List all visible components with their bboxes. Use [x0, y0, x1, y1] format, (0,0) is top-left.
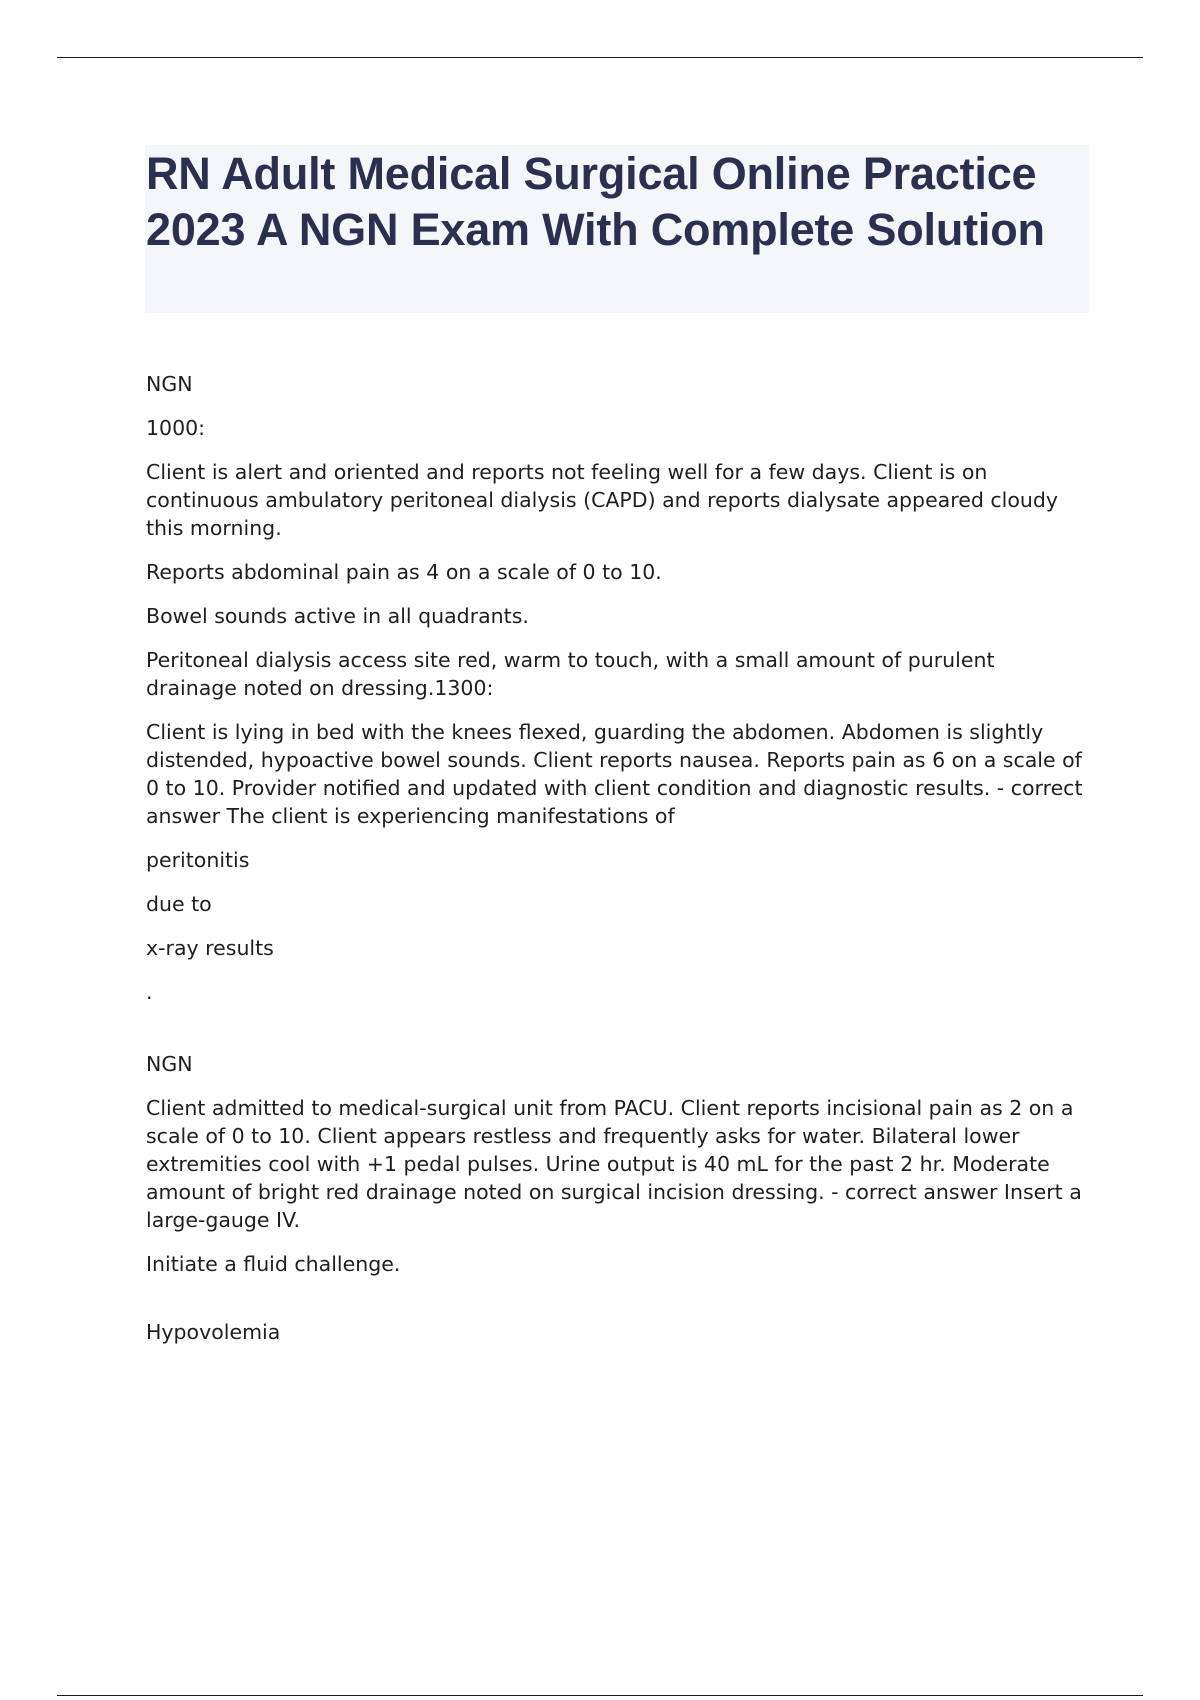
- section1-paragraph-2: Reports abdominal pain as 4 on a scale of 0 to 10.: [146, 560, 662, 584]
- section1-paragraph-4: Peritoneal dialysis access site red, warm to touch, with a small amount of purulent drainage noted on dressing.1300:: [146, 648, 995, 700]
- document-title: RN Adult Medical Surgical Online Practice 2023 A NGN Exam With Complete Solution: [146, 148, 1045, 255]
- title-banner: [145, 145, 1089, 313]
- section1-answer-3: x-ray results: [146, 936, 274, 960]
- top-rule: [57, 57, 1143, 58]
- section1-answer-2: due to: [146, 892, 212, 916]
- section2-paragraph-2: Initiate a fluid challenge.: [146, 1252, 401, 1276]
- section1-period: .: [146, 980, 153, 1004]
- section1-time: 1000:: [146, 416, 206, 440]
- section2-paragraph-3: Hypovolemia: [146, 1320, 281, 1344]
- section1-paragraph-1: Client is alert and oriented and reports not feeling well for a few days. Client is on continuous ambulatory peritoneal dialysis (CAPD) and reports dialysate appeared cloudy this morning.: [146, 460, 1059, 540]
- section1-label: NGN: [146, 372, 193, 396]
- document-body: [146, 370, 1086, 1362]
- section2-label: NGN: [146, 1052, 193, 1076]
- section1-answer-1: peritonitis: [146, 848, 250, 872]
- section1-paragraph-5: Client is lying in bed with the knees flexed, guarding the abdomen. Abdomen is slightly distended, hypoactive bowel sounds. Client reports nausea. Reports pain as 6 on a scale of 0 to 10. Provider notified and updated with client condition and diagnostic results. - correct answer The client is experiencing manifestations of: [146, 720, 1083, 828]
- bottom-rule: [57, 1695, 1143, 1696]
- section1-paragraph-3: Bowel sounds active in all quadrants.: [146, 604, 529, 628]
- section2-paragraph-1: Client admitted to medical-surgical unit from PACU. Client reports incisional pain as 2 on a scale of 0 to 10. Client appears restless and frequently asks for water. Bilateral lower extremities cool with +1 pedal pulses. Urine output is 40 mL for the past 2 hr. Moderate amount of bright red drainage noted on surgical incision dressing. - correct answer Insert a large-gauge IV.: [146, 1096, 1082, 1232]
